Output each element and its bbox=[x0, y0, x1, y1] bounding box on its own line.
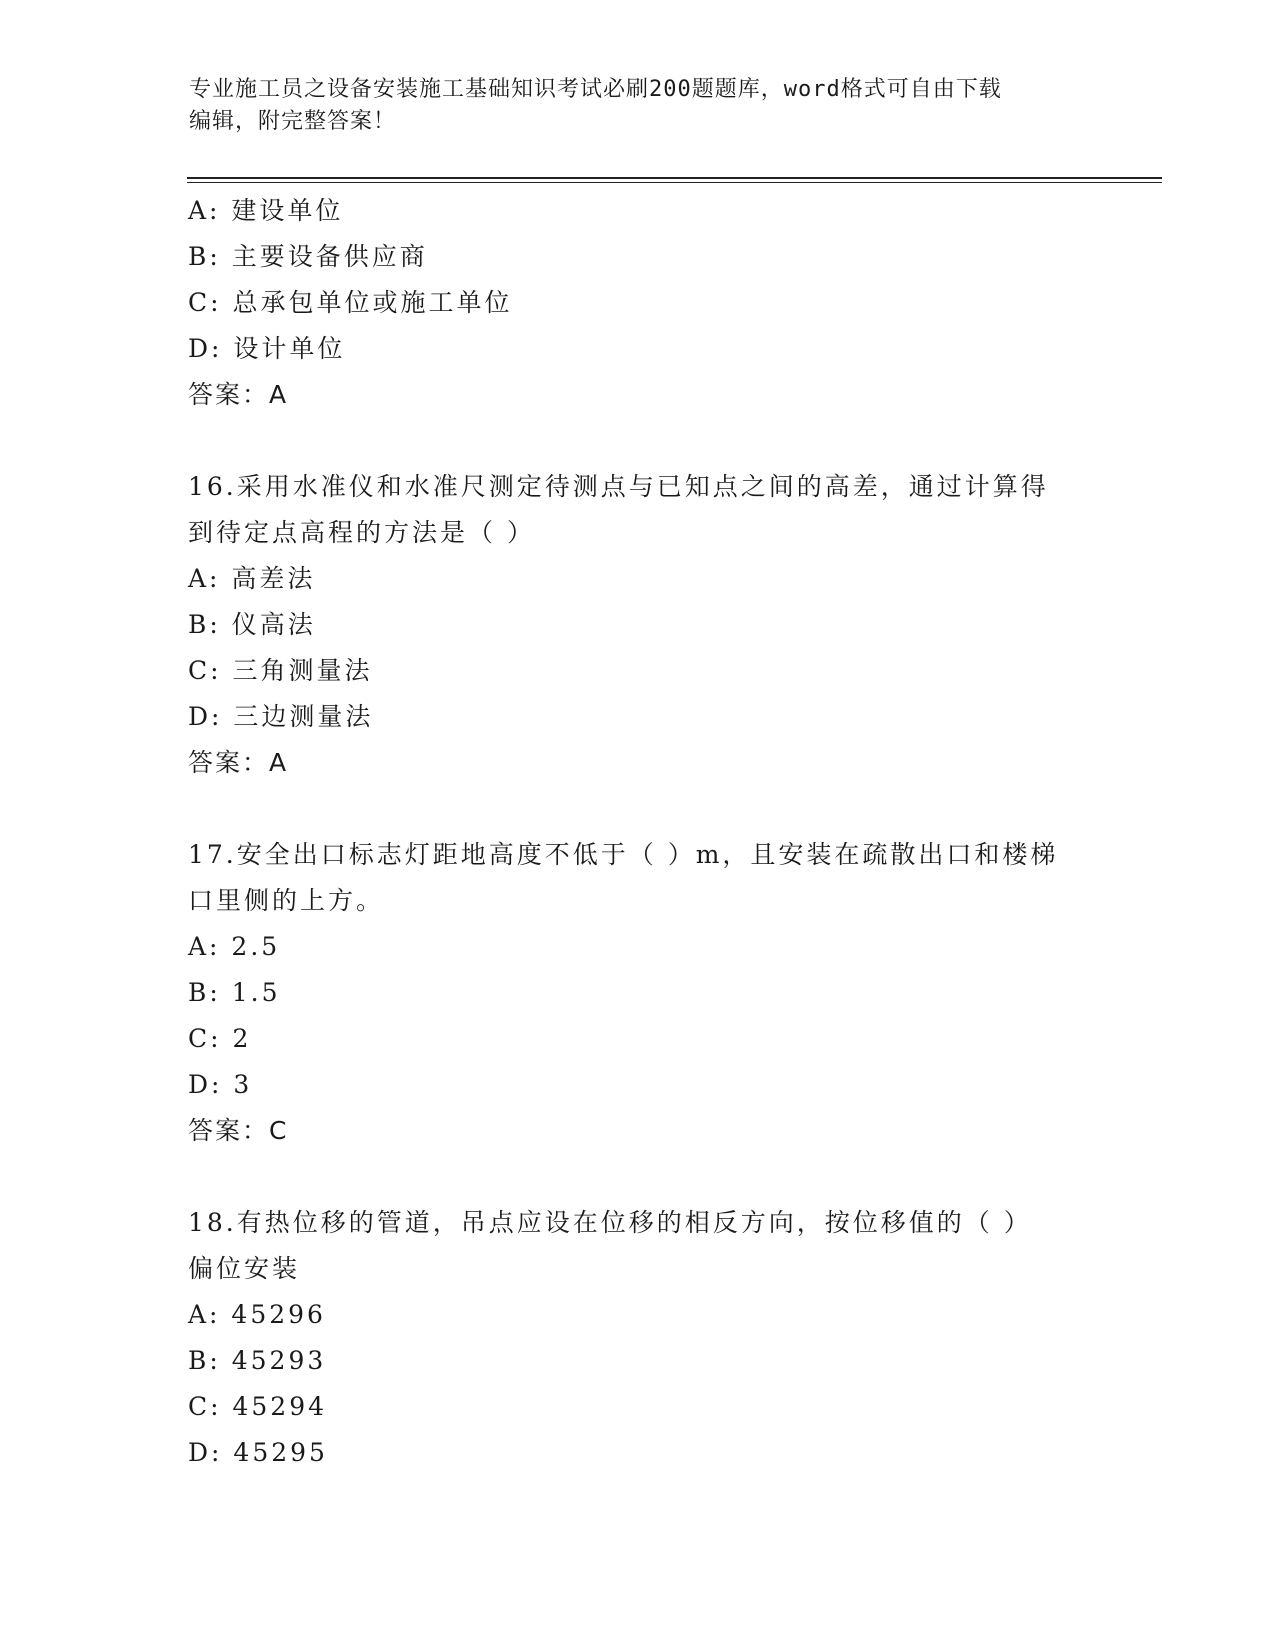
option-d: D: 3 bbox=[188, 1070, 253, 1099]
answer: 答案：A bbox=[188, 380, 289, 409]
answer: 答案：A bbox=[188, 748, 289, 777]
spacer bbox=[188, 1154, 1088, 1200]
question-18 bbox=[188, 1200, 1088, 1476]
question-stem-line-2: 口里侧的上方。 bbox=[188, 886, 385, 915]
question-stem-line-1: 16.采用水准仪和水准尺测定待测点与已知点之间的高差，通过计算得 bbox=[188, 472, 1049, 501]
option-b: B: 仪高法 bbox=[188, 610, 316, 639]
spacer bbox=[188, 418, 1088, 464]
option-c: C: 45294 bbox=[188, 1392, 328, 1421]
question-stem-line-1: 18.有热位移的管道，吊点应设在位移的相反方向，按位移值的（ ） bbox=[188, 1208, 1032, 1237]
option-a: A: 高差法 bbox=[188, 564, 316, 593]
option-a: A: 建设单位 bbox=[188, 196, 344, 225]
option-a: A: 2.5 bbox=[188, 932, 281, 961]
question-15-remainder bbox=[188, 188, 1088, 418]
option-b: B: 主要设备供应商 bbox=[188, 242, 428, 271]
question-stem-line-1: 17.安全出口标志灯距地高度不低于（ ）m，且安装在疏散出口和楼梯 bbox=[188, 840, 1059, 869]
question-stem-line-2: 偏位安装 bbox=[188, 1254, 301, 1283]
question-list bbox=[188, 188, 1088, 1476]
header-title-line-2: 编辑，附完整答案！ bbox=[189, 109, 397, 134]
option-b: B: 1.5 bbox=[188, 978, 281, 1007]
document-header bbox=[189, 74, 1069, 138]
spacer bbox=[188, 786, 1088, 832]
question-16 bbox=[188, 464, 1088, 786]
option-d: D: 45295 bbox=[188, 1438, 328, 1467]
header-divider-thin bbox=[187, 182, 1162, 183]
option-b: B: 45293 bbox=[188, 1346, 327, 1375]
option-c: C: 总承包单位或施工单位 bbox=[188, 288, 513, 317]
option-d: D: 设计单位 bbox=[188, 334, 346, 363]
question-stem-line-2: 到待定点高程的方法是（ ） bbox=[188, 518, 535, 547]
option-c: C: 2 bbox=[188, 1024, 252, 1053]
answer: 答案：C bbox=[188, 1116, 289, 1145]
header-divider-thick bbox=[187, 177, 1162, 179]
option-c: C: 三角测量法 bbox=[188, 656, 373, 685]
header-title-line-1: 专业施工员之设备安装施工基础知识考试必刷200题题库，word格式可自由下载 bbox=[189, 77, 1002, 102]
option-d: D: 三边测量法 bbox=[188, 702, 374, 731]
option-a: A: 45296 bbox=[188, 1300, 326, 1329]
question-17 bbox=[188, 832, 1088, 1154]
